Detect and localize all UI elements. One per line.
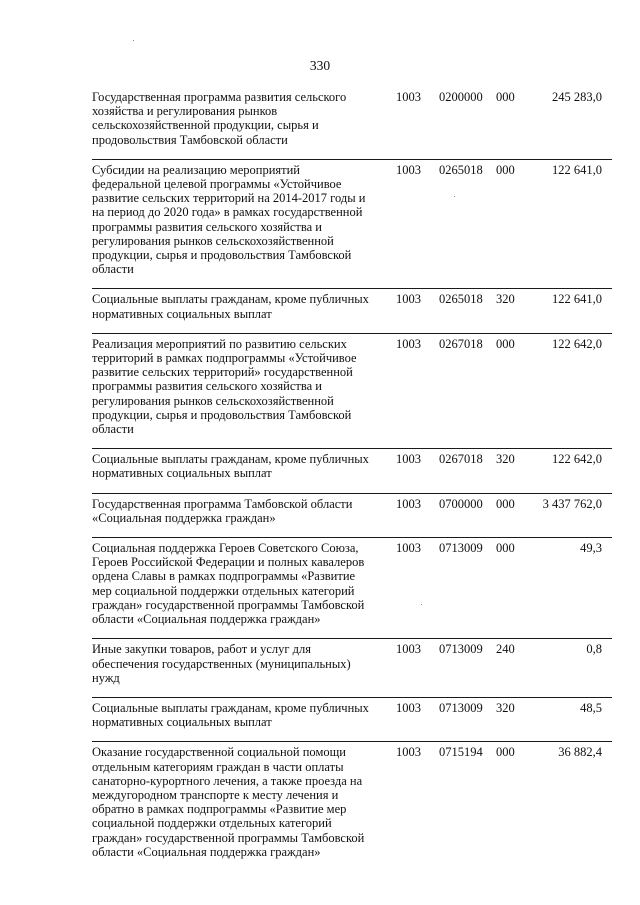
scan-speck: [133, 40, 134, 41]
target-code: 0200000: [439, 90, 483, 104]
scan-speck: [454, 196, 455, 197]
amount: 49,3: [580, 541, 602, 556]
target-code: 0713009: [439, 700, 483, 715]
amount: 122 641,0: [552, 292, 602, 307]
target-code: 0267018: [439, 452, 483, 467]
row-name: Оказание государственной социальной помощи отдельным категориям граждан в части оплаты санаторно-курортного лечения, а также проезда на междугородном транспорте к месту лечения и обратно в рамках подпрограммы «Развитие мер социальной поддержки отдельных категорий граждан» государственной программы Тамбовской области «Социальная поддержка граждан»: [92, 745, 365, 859]
amount: 245 283,0: [552, 90, 602, 104]
amount: 0,8: [586, 642, 602, 657]
row-name: Социальные выплаты гражданам, кроме публичных нормативных социальных выплат: [92, 292, 369, 321]
row-name: Государственная программа Тамбовской области «Социальная поддержка граждан»: [92, 496, 353, 525]
amount: 122 642,0: [552, 452, 602, 467]
amount: 3 437 762,0: [542, 496, 602, 511]
row-name: Реализация мероприятий по развитию сельских территорий в рамках подпрограммы «Устойчивое развитие сельских территорий» государственной программы развития сельского хозяйства и регулирования рынков сельскохозяйственной продукции, сырья и продовольствия Тамбовской области: [92, 336, 357, 437]
table-row: [92, 288, 612, 320]
section-code: 1003: [396, 642, 421, 657]
amount: 48,5: [580, 700, 602, 715]
section-code: 1003: [396, 292, 421, 307]
table-row: [92, 159, 612, 277]
table-row: [92, 741, 612, 859]
amount: 36 882,4: [558, 745, 602, 760]
section-code: 1003: [396, 700, 421, 715]
amount: 122 642,0: [552, 336, 602, 351]
target-code: 0713009: [439, 541, 483, 556]
expense-type-code: 240: [496, 642, 515, 657]
row-name: Социальные выплаты гражданам, кроме публичных нормативных социальных выплат: [92, 700, 369, 730]
target-code: 0265018: [439, 292, 483, 307]
target-code: 0713009: [439, 642, 483, 657]
section-code: 1003: [396, 745, 421, 760]
expense-type-code: 000: [496, 336, 515, 351]
target-code: 0267018: [439, 336, 483, 351]
expense-type-code: 320: [496, 452, 515, 467]
target-code: 0700000: [439, 496, 483, 511]
table-row: [92, 90, 612, 147]
scan-speck: [421, 604, 422, 605]
section-code: 1003: [396, 162, 421, 177]
page-number: 330: [309, 58, 331, 73]
expense-type-code: 000: [496, 745, 515, 760]
section-code: 1003: [396, 541, 421, 556]
target-code: 0715194: [439, 745, 483, 760]
row-name: Субсидии на реализацию мероприятий федеральной целевой программы «Устойчивое развитие сельских территорий на 2014-2017 годы и на период до 2020 года» в рамках государственной программы развития сельского хозяйства и регулирования рынков сельскохозяйственной продукции, сырья и продовольствия Тамбовской области: [92, 162, 366, 277]
expense-type-code: 320: [496, 700, 515, 715]
section-code: 1003: [396, 90, 421, 104]
table-row: [92, 638, 612, 685]
table-row: [92, 697, 612, 729]
row-name: Социальная поддержка Героев Советского Союза, Героев Российской Федерации и полных кавалеров ордена Славы в рамках подпрограммы «Развитие мер социальной поддержки отдельных категорий граждан» государственной программы Тамбовской области «Социальная поддержка граждан»: [92, 541, 365, 627]
section-code: 1003: [396, 336, 421, 351]
section-code: 1003: [396, 452, 421, 467]
budget-table: [92, 90, 612, 871]
row-name: Социальные выплаты гражданам, кроме публичных нормативных социальных выплат: [92, 452, 369, 481]
row-name: Иные закупки товаров, работ и услуг для обеспечения государственных (муниципальных) нужд: [92, 642, 351, 685]
expense-type-code: 000: [496, 496, 515, 511]
expense-type-code: 000: [496, 90, 515, 104]
expense-type-code: 000: [496, 162, 515, 177]
target-code: 0265018: [439, 162, 483, 177]
row-name: Государственная программа развития сельского хозяйства и регулирования рынков сельскохозяйственной продукции, сырья и продовольствия Тамбовской области: [92, 90, 347, 147]
table-row: [92, 448, 612, 480]
amount: 122 641,0: [552, 162, 602, 177]
table-row: [92, 333, 612, 436]
section-code: 1003: [396, 496, 421, 511]
expense-type-code: 320: [496, 292, 515, 307]
expense-type-code: 000: [496, 541, 515, 556]
table-row: [92, 537, 612, 626]
table-row: [92, 493, 612, 525]
